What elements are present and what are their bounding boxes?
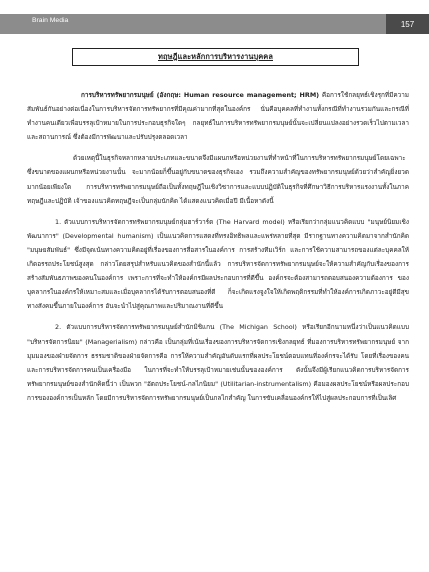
paragraph-lead: การบริหารทรัพยากรมนุษย์ (อังกฤษ: Human resource management; HRM)	[81, 91, 320, 99]
page-number: 157	[386, 14, 429, 34]
list-item: 2. ตัวแบบการบริหารจัดการทรัพยากรมนุษย์สำนักมิชิแกน (The Michigan School) หรือเรียกอีกนามหนึ่งว่าเป็นแนวคิดแบบ "บริหารจัดการนิยม" (Managerialism) กล่าวคือ เป็นกลุ่มที่เน้นเรื่องของการบริหารจัดการเชิงกลยุทธ์ ที่มองการบริหารทรัพยากรมนุษย์ จากมุมมองของฝ่ายจัดการ ธรรมชาติของฝ่ายจัดการคือ การให้ความสำคัญอันดับแรกที่ผลประโยชน์ตอบแทนที่องค์กรจะได้รับ โดยที่เรื่องของคนและการบริหารจัดการคนเป็นเครื่องมือ ในการที่จะทำให้บรรลุเป้าหมายเช่นนั้นขององค์การ ดังนั้นจึงมีผู้เรียกแนวคิดการบริหารจัดการ ทรัพยากรมนุษย์ของสำนักคิดนี้ว่า เป็นพวก "อัตถประโยชน์-กลไกนิยม" (Utilitarian-instrumentalism) คือมองผลประโยชน์หรือผลประกอบการขององค์การเป็นหลัก โดยมีการบริหารจัดการทรัพยากรมนุษย์เป็นกลไกสำคัญ ในการขับเคลื่อนองค์กรให้ไปสู่ผลประกอบการที่เป็นเลิศ	[27, 323, 409, 402]
body-text	[27, 88, 409, 412]
paragraph	[27, 88, 409, 144]
chapter-title-box	[72, 48, 359, 66]
chapter-title: ทฤษฎีและหลักการบริหารงานบุคคล	[158, 52, 273, 61]
paragraph	[27, 151, 409, 207]
paragraph-text: คือการใช้กลยุทธ์เชิงรุกที่มีความสัมพันธ์กันอย่างต่อเนื่องในการบริหารจัดการทรัพยากรที่มีคุณค่ามากที่สุดในองค์กร นั่นคือบุคคลที่ทำงานทั้งกรณีที่ทำงานรวมกันและกรณีที่ทำงานคนเดียวเพื่อบรรลุเป้าหมายในการประกอบธุรกิจใดๆ กลยุทธ์ในการบริหารทรัพยากรมนุษย์นั้นจะเปลี่ยนแปลงอย่างรวดเร็วไปตามเวลาและสถานการณ์ ซึ่งต้องมีการพัฒนาและปรับปรุงตลอดเวลา	[27, 91, 409, 142]
running-header-brand: Brain Media	[32, 17, 69, 24]
list-item: 1. ตัวแบบการบริหารจัดการทรัพยากรมนุษย์กลุ่มฮาร์วาร์ด (The Harvard model) หรือเรียกว่ากลุ่มแนวคิดแบบ "มนุษย์นิยมเชิงพัฒนาการ" (Developmental humanism) เป็นแนวคิดการแสดงที่ทรงอิทธิพลและแพร่หลายที่สุด มีรากฐานทางความคิดมาจากสำนักคิด "มนุษยสัมพันธ์" ซึ่งมีจุดเน้นทางความคิดอยู่ที่เรื่องของการสื่อสารในองค์การ การสร้างทีมเวิร์ก และการใช้ความสามารถของแต่ละบุคคลให้เกิดอรรถประโยชน์สูงสุด กล่าวโดยสรุปสำหรับแนวคิดของสำนักนี้แล้ว การบริหารจัดการทรัพยากรมนุษย์จะให้ความสำคัญกับเรื่องของการสร้างสัมพันธภาพของคนในองค์การ เพราะการที่จะทำให้องค์กรมีผลประกอบการที่ดีขึ้น องค์กรจะต้องสามารถตอบสนองความต้องการ ของบุคลากรในองค์กรให้เหมาะสมและเมื่อบุคลากรได้รับการตอบสนองที่ดี ก็จะเกิดแรงจูงใจให้เกิดพฤติกรรมที่ทำให้องค์การเกิดภาวะอยู่ดีมีสุขทางสังคมขึ้นภายในองค์การ อันจะนำไปสู่คุณภาพและปริมาณงานที่ดีขึ้น	[27, 217, 409, 311]
paragraph-text: ด้วยเหตุนี้ในธุรกิจหลากหลายประเภทและขนาดจึงมีแผนกหรือหน่วยงานที่ทำหน้าที่ในการบริหารทรัพยากรมนุษย์โดยเฉพาะ ซึ่งขนาดของแผนกหรือหน่วยงานนั้น จะมากน้อยก็ขึ้นอยู่กับขนาดของธุรกิจเอง รวมถึงความสำคัญของทรัพยากรมนุษย์ด้วยว่าสำคัญยิ่งยวดมากน้อยเพียงใด การบริหารทรัพยากรมนุษย์ถือเป็นทั้งทฤษฎีในเชิงวิชาการและแบบปฏิบัติในธุรกิจที่ศึกษาวิธีการบริหารแรงงานทั้งในภาคทฤษฎีและปฏิบัติ เจ้าของแนวคิดทฤษฎีจะเป็นกลุ่มนักคิด ได้แสดงแนวคิดเมื่อปี มีเนื้อหาดังนี้	[27, 154, 409, 205]
